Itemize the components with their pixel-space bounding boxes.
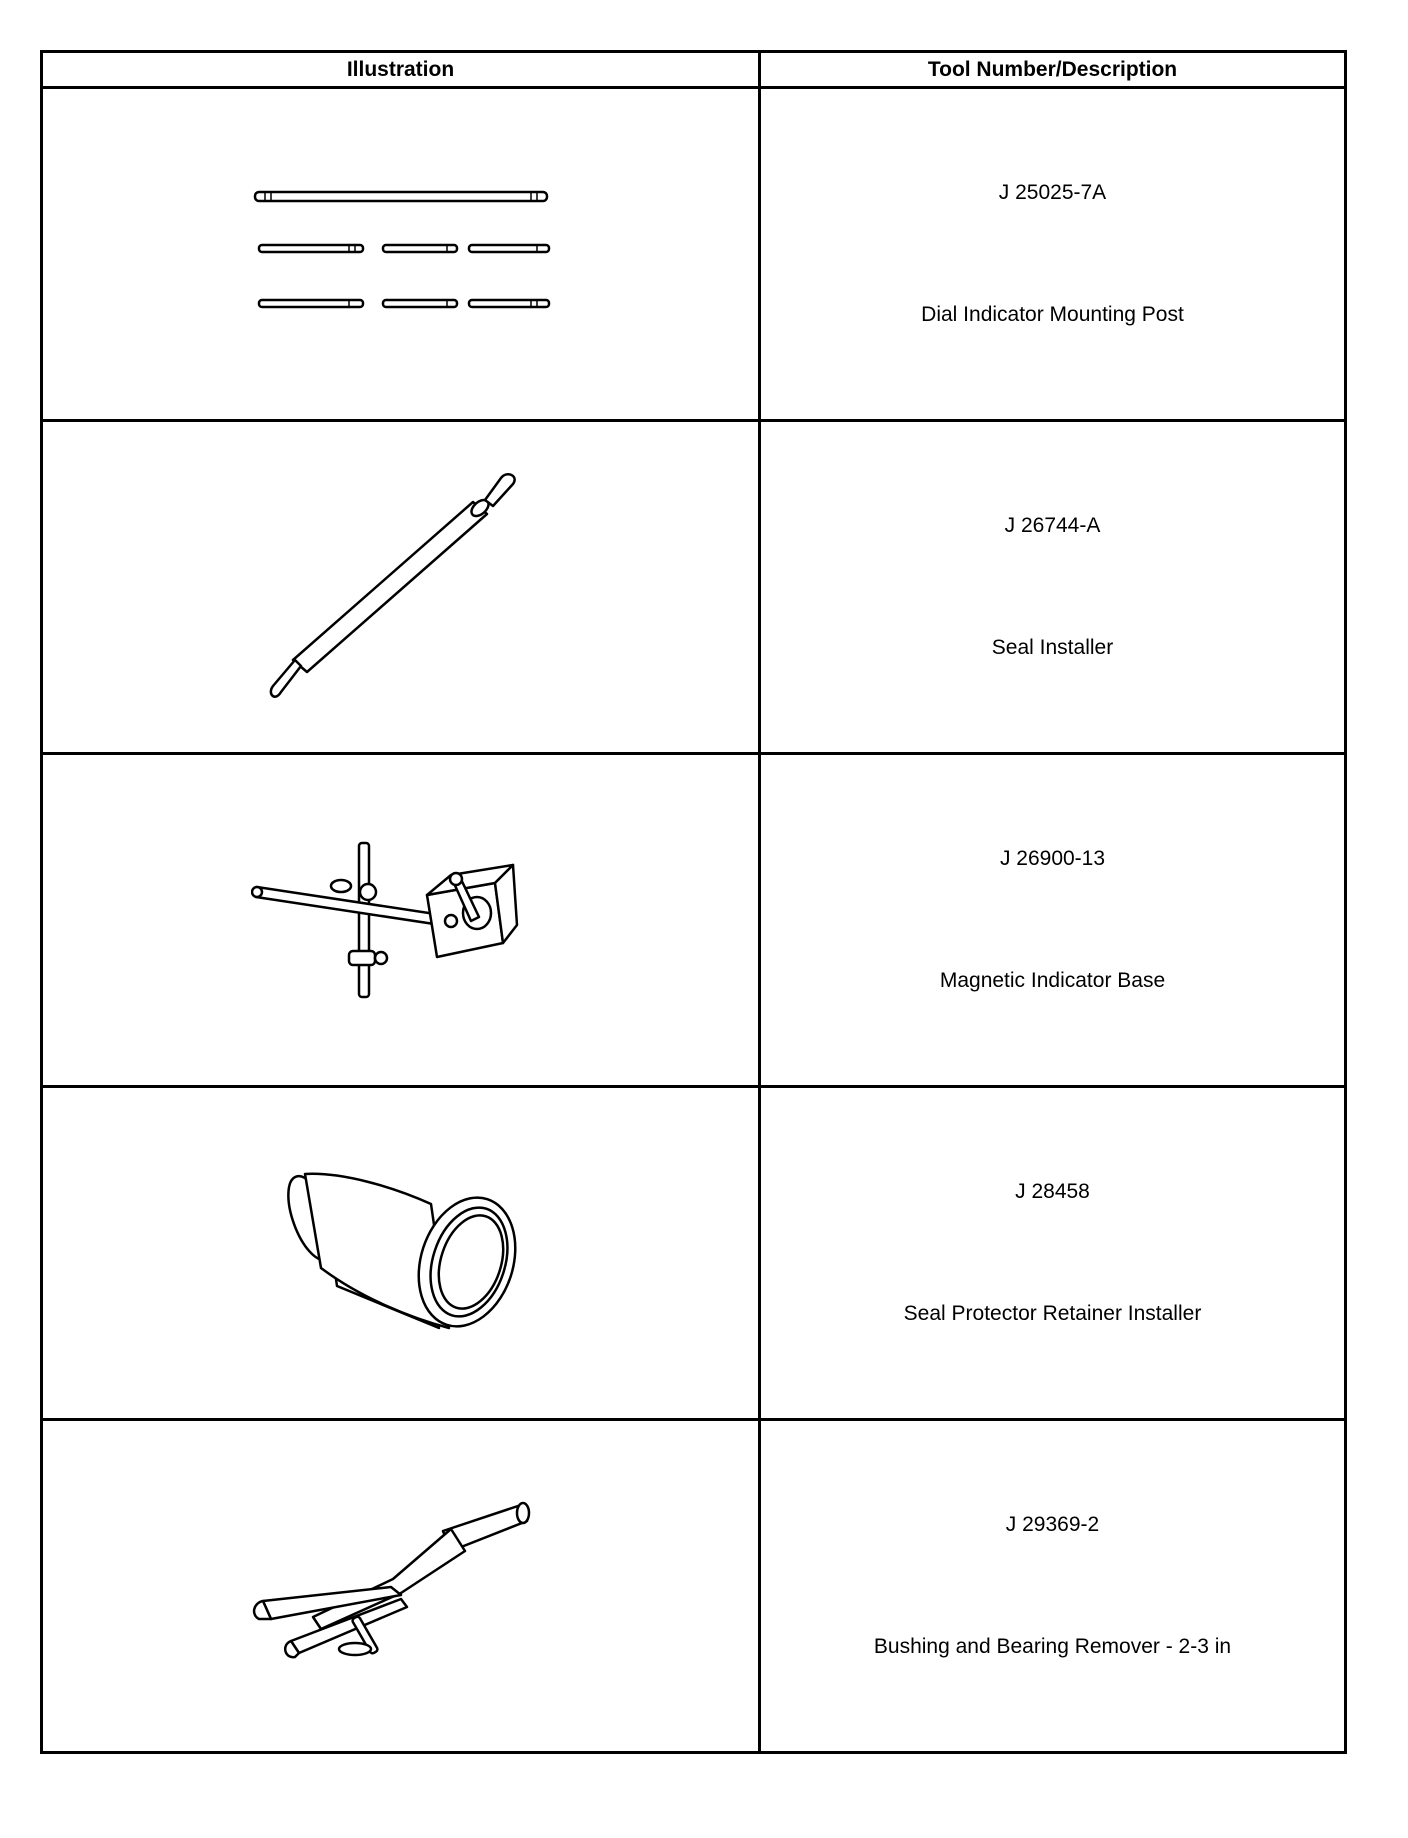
table-row	[42, 754, 1346, 1087]
table-row	[42, 421, 1346, 754]
table-row	[42, 88, 1346, 421]
tools-table	[40, 50, 1347, 1754]
tool-cell	[760, 1420, 1346, 1753]
tool-description: Bushing and Bearing Remover - 2-3 in	[873, 1635, 1232, 1658]
illustration-cell	[42, 421, 760, 754]
tool-number: J 29369-2	[1005, 1513, 1100, 1536]
tool-number: J 28458	[1015, 1180, 1090, 1203]
tool-cell	[760, 421, 1346, 754]
table-row	[42, 1087, 1346, 1420]
illustration-cell	[42, 1087, 760, 1420]
tool-cell	[760, 88, 1346, 421]
retainer-installer-icon	[281, 1158, 521, 1348]
tool-number: J 26900-13	[999, 847, 1106, 870]
tool-description: Seal Installer	[991, 636, 1114, 659]
bushing-remover-icon	[251, 1491, 551, 1681]
tool-cell	[760, 1087, 1346, 1420]
seal-installer-icon	[261, 462, 541, 712]
illustration-cell	[42, 754, 760, 1087]
tool-description: Dial Indicator Mounting Post	[921, 303, 1184, 326]
header-row	[42, 52, 1346, 88]
tool-number: J 26744-A	[1004, 514, 1101, 537]
tool-description: Magnetic Indicator Base	[939, 969, 1166, 992]
illustration-header: Illustration	[42, 52, 760, 88]
magnetic-base-icon	[251, 835, 551, 1005]
table-row	[42, 1420, 1346, 1753]
tool-header: Tool Number/Description	[760, 52, 1346, 88]
mounting-posts-icon	[251, 184, 551, 324]
tool-description: Seal Protector Retainer Installer	[903, 1302, 1202, 1325]
tool-cell	[760, 754, 1346, 1087]
illustration-cell	[42, 88, 760, 421]
illustration-cell	[42, 1420, 760, 1753]
tool-number: J 25025-7A	[998, 181, 1107, 204]
